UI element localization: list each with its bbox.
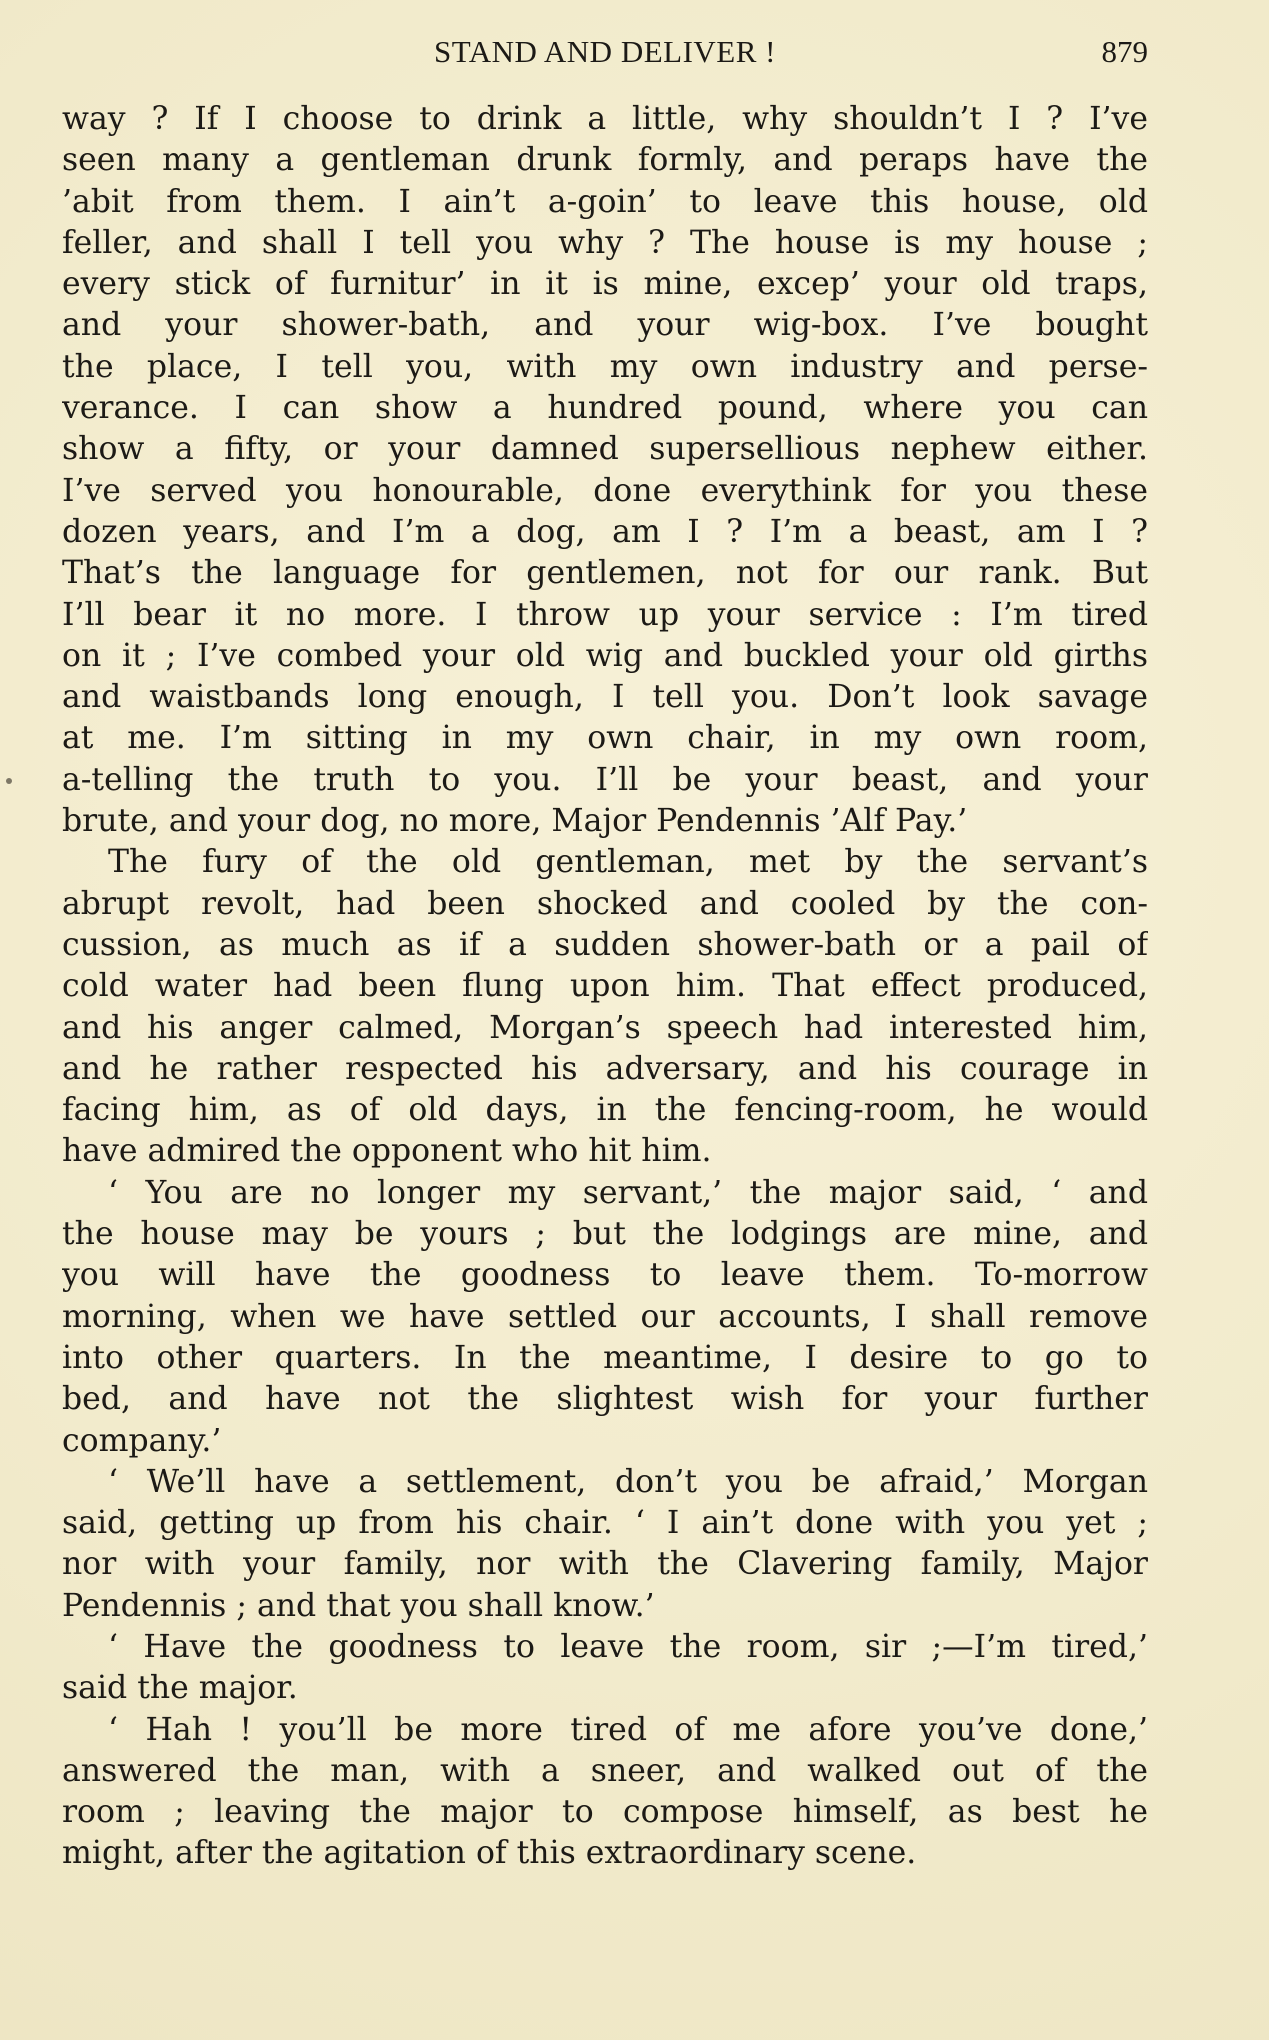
text-line: The fury of the old gentleman, met by the servant’s [108,844,1148,881]
text-line: said the major. [62,1670,298,1707]
text-line: cussion, as much as if a sudden shower-bath or a pail of [62,926,1148,963]
text-line: dozen years, and I’m a dog, am I ? I’m a beast, am I ? [62,513,1148,550]
text-line: verance. I can show a hundred pound, where you can [62,390,1148,427]
text-line: morning, when we have settled our accounts, I shall remove [62,1298,1148,1335]
text-line: and your shower-bath, and your wig-box. I’ve bought [62,307,1148,344]
text-line: said, getting up from his chair. ‘ I ain’t done with you yet ; [62,1505,1148,1542]
text-line: at me. I’m sitting in my own chair, in my own room, [62,720,1148,757]
text-line: I’ll bear it no more. I throw up your service : I’m tired [62,596,1148,633]
text-line: answered the man, with a sneer, and walked out of the [62,1752,1148,1789]
body-text [62,99,1148,1875]
text-line: I’ve served you honourable, done everythink for you these [62,472,1148,509]
text-line: the place, I tell you, with my own industry and perse- [62,348,1148,385]
text-line: ‘ We’ll have a settlement, don’t you be afraid,’ Morgan [108,1463,1148,1500]
text-line: a-telling the truth to you. I’ll be your beast, and your [62,761,1148,798]
text-line: might, after the agitation of this extraordinary scene. [62,1835,917,1872]
text-line: seen many a gentleman drunk formly, and peraps have the [62,142,1148,179]
running-head [62,28,1148,76]
text-line: facing him, as of old days, in the fencing-room, he would [62,1092,1148,1129]
margin-mark [6,778,12,784]
text-line: ‘ Have the goodness to leave the room, sir ;—I’m tired,’ [108,1628,1148,1665]
text-line: company.’ [62,1422,222,1459]
text-line: and waistbands long enough, I tell you. Don’t look savage [62,679,1148,716]
text-line: nor with your family, nor with the Clavering family, Major [62,1546,1148,1583]
text-line: That’s the language for gentlemen, not for our rank. But [62,555,1148,592]
page-number: 879 [1101,34,1148,69]
text-line: feller, and shall I tell you why ? The house is my house ; [62,224,1148,261]
text-line: ’abit from them. I ain’t a-goin’ to leave this house, old [62,183,1148,220]
text-line: into other quarters. In the meantime, I desire to go to [62,1339,1148,1376]
text-line: ‘ Hah ! you’ll be more tired of me afore you’ve done,’ [108,1711,1148,1748]
running-title: STAND AND DELIVER ! [434,34,776,69]
text-line: bed, and have not the slightest wish for your further [62,1381,1148,1418]
text-line: Pendennis ; and that you shall know.’ [62,1587,655,1624]
text-line: room ; leaving the major to compose himself, as best he [62,1794,1148,1831]
text-line: you will have the goodness to leave them. To-morrow [62,1257,1148,1294]
text-line: every stick of furnitur’ in it is mine, excep’ your old traps, [62,266,1148,303]
text-line: and his anger calmed, Morgan’s speech had interested him, [62,1009,1148,1046]
text-line: show a fifty, or your damned supersellious nephew either. [62,431,1148,468]
text-line: and he rather respected his adversary, and his courage in [62,1050,1148,1087]
text-line: have admired the opponent who hit him. [62,1133,712,1170]
text-line: way ? If I choose to drink a little, why shouldn’t I ? I’ve [62,101,1148,137]
text-line: brute, and your dog, no more, Major Pendennis ’Alf Pay.’ [62,803,968,840]
text-line: on it ; I’ve combed your old wig and buckled your old girths [62,637,1148,674]
text-line: abrupt revolt, had been shocked and cooled by the con- [62,885,1148,922]
text-line: ‘ You are no longer my servant,’ the major said, ‘ and [108,1174,1148,1211]
text-line: cold water had been flung upon him. That effect produced, [62,968,1148,1005]
text-line: the house may be yours ; but the lodgings are mine, and [62,1216,1148,1253]
